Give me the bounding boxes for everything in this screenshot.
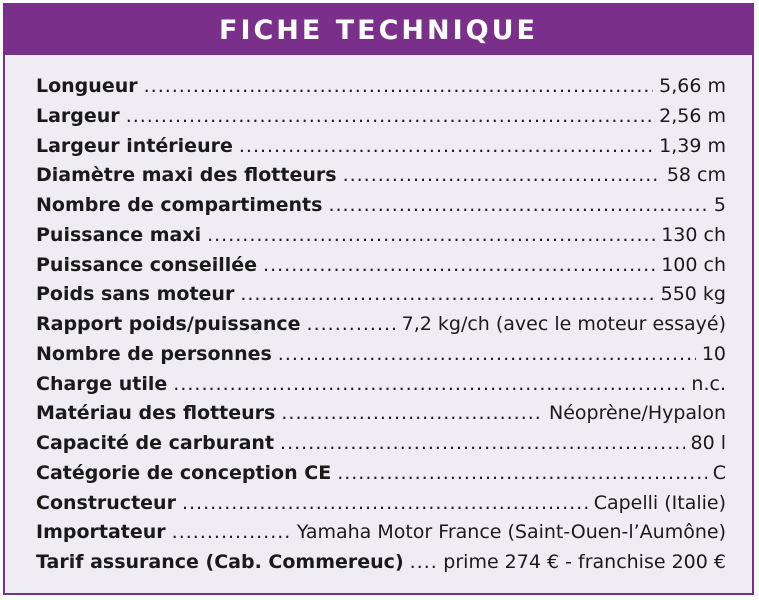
spec-row (36, 75, 726, 105)
spec-row (36, 135, 726, 165)
spec-row (36, 343, 726, 373)
spec-row (36, 432, 726, 462)
spec-value: Yamaha Motor France (Saint-Ouen-l’Aumône) (296, 521, 726, 544)
spec-value: 550 kg (660, 283, 726, 306)
spec-row (36, 283, 726, 313)
spec-value: 2,56 m (659, 104, 726, 127)
spec-label: Largeur (36, 104, 120, 127)
card-header (5, 5, 752, 55)
dot-leader (239, 135, 653, 157)
spec-row (36, 224, 726, 254)
spec-value: 1,39 m (659, 134, 726, 157)
spec-label: Puissance conseillée (36, 253, 258, 276)
card-title: FICHE TECHNIQUE (219, 14, 538, 46)
spec-row (36, 254, 726, 284)
spec-value: Capelli (Italie) (593, 491, 726, 514)
spec-value: 5,66 m (659, 75, 726, 97)
spec-label: Nombre de personnes (36, 342, 272, 365)
dot-leader (207, 224, 655, 246)
spec-row (36, 194, 726, 224)
dot-leader (307, 313, 396, 335)
spec-label: Matériau des flotteurs (36, 402, 276, 425)
spec-row (36, 521, 726, 551)
dot-leader (337, 462, 707, 484)
spec-card (3, 3, 754, 595)
dot-leader (240, 283, 654, 305)
dot-leader (173, 373, 685, 395)
dot-leader (144, 75, 654, 97)
spec-value: prime 274 € - franchise 200 € (443, 551, 726, 573)
spec-label: Puissance maxi (36, 223, 202, 246)
spec-label: Importateur (36, 521, 166, 544)
spec-row (36, 313, 726, 343)
spec-value: 5 (713, 194, 726, 216)
spec-row (36, 373, 726, 403)
spec-value: 7,2 kg/ch (avec le moteur essayé) (401, 313, 726, 335)
dot-leader (280, 432, 684, 454)
spec-row (36, 105, 726, 135)
dot-leader (126, 105, 653, 127)
spec-value: 58 cm (666, 164, 726, 187)
spec-value: 10 (701, 342, 726, 365)
spec-value: 130 ch (661, 223, 726, 246)
spec-label: Largeur intérieure (36, 134, 233, 157)
spec-row (36, 551, 726, 581)
spec-list (36, 75, 726, 581)
spec-label: Capacité de carburant (36, 432, 275, 454)
dot-leader (263, 254, 655, 276)
spec-row (36, 402, 726, 432)
spec-label: Rapport poids/puissance (36, 313, 301, 335)
spec-value: n.c. (691, 372, 726, 395)
spec-label: Charge utile (36, 372, 168, 395)
dot-leader (410, 551, 438, 573)
dot-leader (278, 343, 696, 365)
dot-leader (343, 164, 661, 186)
spec-value: C (712, 461, 726, 484)
dot-leader (281, 402, 543, 424)
spec-label: Nombre de compartiments (36, 194, 323, 216)
spec-label: Tarif assurance (Cab. Commereuc) (36, 551, 404, 573)
spec-label: Diamètre maxi des flotteurs (36, 164, 337, 187)
spec-value: 80 l (690, 432, 726, 454)
dot-leader (182, 492, 588, 514)
spec-row (36, 164, 726, 194)
dot-leader (172, 521, 291, 543)
spec-label: Catégorie de conception CE (36, 461, 332, 484)
spec-label: Longueur (36, 75, 138, 97)
spec-label: Poids sans moteur (36, 283, 235, 306)
spec-value: Néoprène/Hypalon (549, 402, 726, 425)
spec-row (36, 492, 726, 522)
spec-value: 100 ch (661, 253, 726, 276)
dot-leader (328, 194, 707, 216)
spec-row (36, 462, 726, 492)
spec-label: Constructeur (36, 491, 176, 514)
